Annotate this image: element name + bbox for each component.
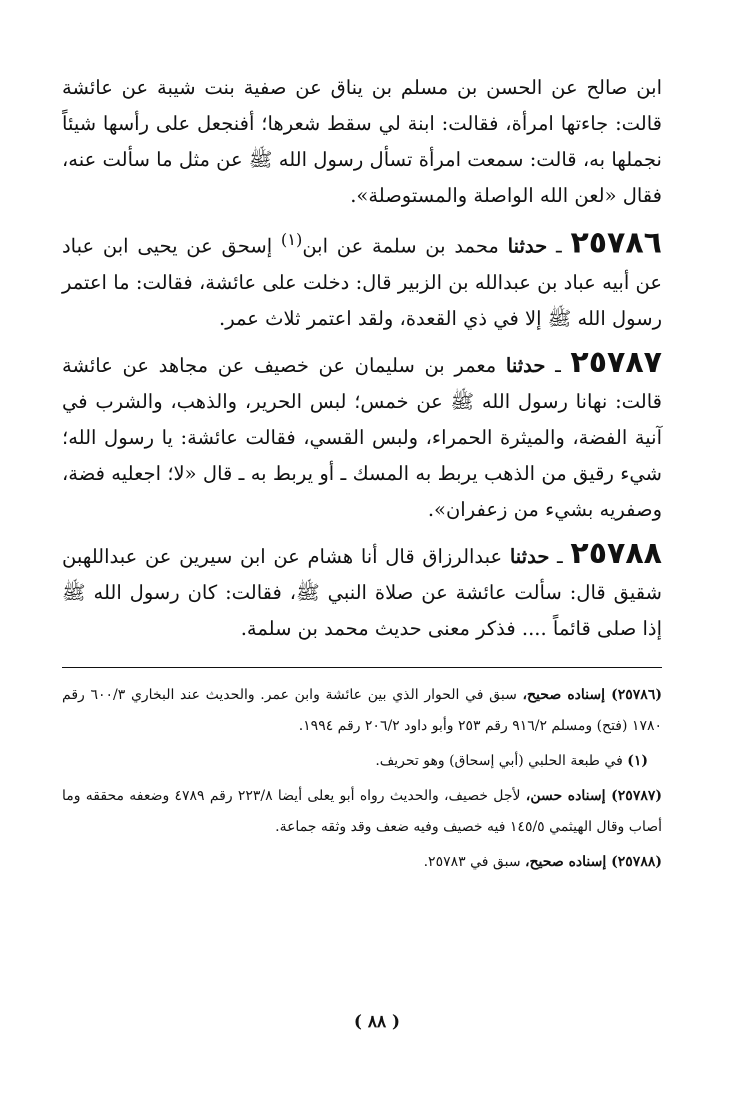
- hadith-25788: [62, 536, 662, 647]
- hadith-text: إسحق عن يحيى ابن عباد عن أبيه عباد بن عبدالله بن الزبير قال: دخلت على عائشة، فقالت: ما اعتمر رسول الله ﷺ إلا في ذي القعدة، ولقد اعتمر ثلاث عمر.: [62, 234, 662, 330]
- footnote-grade: إسناده صحيح،: [525, 853, 612, 870]
- footnotes: [62, 680, 662, 878]
- hadith-25787: [62, 345, 662, 528]
- footnote-tag: (١): [627, 752, 648, 769]
- hadith-lead-word: حدثنا: [507, 234, 548, 258]
- hadith-number: ٢٥٧٨٧: [570, 344, 662, 380]
- footnote-text: سبق في ٢٥٧٨٣.: [423, 853, 525, 870]
- hadith-lead-word: حدثنا: [509, 544, 550, 568]
- hadith-lead-word: حدثنا: [505, 353, 546, 377]
- footnote-divider: [62, 667, 662, 668]
- footnote-25788: [62, 847, 662, 878]
- book-page: [62, 70, 662, 882]
- footnote-text: سبق في الحوار الذي بين عائشة وابن عمر. والحديث عند البخاري ٦٠٠/٣ رقم ١٧٨٠ (فتح) ومسلم ٩١٦/٢ رقم ٢٥٣ وأبو داود ٢٠٦/٢ رقم ١٩٩٤.: [62, 686, 662, 734]
- continuation-text: ابن صالح عن الحسن بن مسلم بن يناق عن صفية بنت شيبة عن عائشة قالت: جاءتها امرأة، فقالت: ابنة لي سقط شعرها؛ أفنجعل على رأسها شيئاً نجملها به، قالت: سمعت امرأة تسأل رسول الله ﷺ عن مثل ما سألت عنه، فقال «لعن الله الواصلة والمستوصلة».: [62, 76, 662, 207]
- footnote-25787: [62, 781, 662, 843]
- footnote-text: لأجل خصيف، والحديث رواه أبو يعلى أيضا ٢٢٣/٨ رقم ٤٧٨٩ وضعفه محققه وما أصاب وقال الهيثمي ١٤٥/٥ فيه خصيف وفيه ضعف وقد وثقه جماعة.: [62, 787, 662, 835]
- footnote-tag: (٢٥٧٨٦): [611, 686, 662, 703]
- hadith-dash: ـ: [547, 234, 571, 258]
- footnote-grade: إسناده صحيح،: [522, 686, 612, 703]
- hadith-dash: ـ: [545, 353, 571, 377]
- hadith-dash: ـ: [549, 544, 571, 568]
- footnote-ref[interactable]: (١): [280, 230, 303, 249]
- footnote-25786: [62, 680, 662, 742]
- hadith-number: ٢٥٧٨٦: [570, 225, 662, 261]
- footnote-tag: (٢٥٧٨٨): [611, 853, 662, 870]
- hadith-text: عبدالرزاق قال أنا هشام عن ابن سيرين عن عبداللهبن شقيق قال: سألت عائشة عن صلاة النبي ﷺ، فقالت: كان رسول الله ﷺ إذا صلى قائماً .... فذكر معنى حديث محمد بن سلمة.: [62, 544, 662, 640]
- footnote-text: في طبعة الحلبي (أبي إسحاق) وهو تحريف.: [375, 752, 628, 769]
- footnote-tag: (٢٥٧٨٧): [611, 787, 663, 804]
- hadith-text: محمد بن سلمة عن ابن: [302, 234, 508, 258]
- page-number: ( ٨٨ ): [353, 1012, 401, 1032]
- hadith-number: ٢٥٧٨٨: [570, 535, 662, 571]
- footnote-grade: إسناده حسن،: [525, 787, 612, 804]
- hadith-25786: [62, 222, 662, 337]
- hadith-continuation: [62, 70, 662, 214]
- footnote-1: [62, 746, 662, 777]
- hadith-text: معمر بن سليمان عن خصيف عن مجاهد عن عائشة قالت: نهانا رسول الله ﷺ عن خمس؛ لبس الحرير، والذهب، والشرب في آنية الفضة، والميثرة الحمراء، ولبس القسي، فقالت عائشة: يا رسول الله؛ شيء رقيق من الذهب يربط به المسك ـ أو يربط به ـ قال «لا؛ اجعليه فضة، وصفريه بشيء من زعفران».: [62, 353, 662, 521]
